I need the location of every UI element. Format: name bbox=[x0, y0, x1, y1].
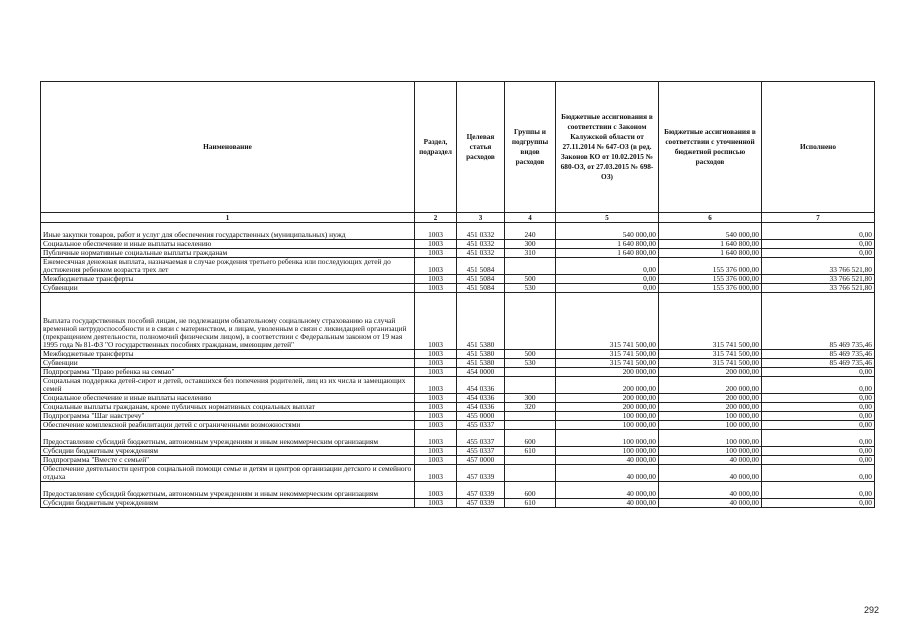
row-section: 1003 bbox=[415, 377, 457, 394]
table-row bbox=[41, 430, 875, 447]
row-name: Публичные нормативные социальные выплаты гражданам bbox=[41, 249, 415, 258]
row-law-amount: 40 000,00 bbox=[556, 499, 659, 508]
row-group bbox=[505, 465, 556, 482]
row-refined-amount: 200 000,00 bbox=[659, 377, 762, 394]
row-law-amount: 315 741 500,00 bbox=[556, 350, 659, 359]
row-article: 455 0337 bbox=[457, 421, 505, 430]
row-law-amount: 200 000,00 bbox=[556, 368, 659, 377]
row-article: 454 0336 bbox=[457, 403, 505, 412]
row-name: Обеспечение деятельности центров социальной помощи семье и детям и центров организации детского и семейного отдыха bbox=[41, 465, 415, 482]
column-number-row bbox=[41, 213, 875, 223]
row-article: 451 5084 bbox=[457, 284, 505, 293]
row-executed-amount: 33 766 521,80 bbox=[762, 284, 875, 293]
row-executed-amount: 0,00 bbox=[762, 447, 875, 456]
header-section: Раздел, подраздел bbox=[415, 82, 457, 213]
row-law-amount: 100 000,00 bbox=[556, 430, 659, 447]
row-refined-amount: 100 000,00 bbox=[659, 447, 762, 456]
row-executed-amount: 0,00 bbox=[762, 223, 875, 240]
row-refined-amount: 200 000,00 bbox=[659, 394, 762, 403]
table-row bbox=[41, 412, 875, 421]
row-law-amount: 0,00 bbox=[556, 284, 659, 293]
row-section: 1003 bbox=[415, 430, 457, 447]
row-name: Ежемесячная денежная выплата, назначаемая в случае рождения третьего ребенка или последующих детей до достижения ребенком возраста трех лет bbox=[41, 258, 415, 275]
row-section: 1003 bbox=[415, 359, 457, 368]
row-group: 600 bbox=[505, 482, 556, 499]
column-number: 5 bbox=[556, 213, 659, 223]
row-executed-amount: 0,00 bbox=[762, 456, 875, 465]
row-law-amount: 315 741 500,00 bbox=[556, 359, 659, 368]
row-refined-amount: 315 741 500,00 bbox=[659, 359, 762, 368]
row-refined-amount: 200 000,00 bbox=[659, 368, 762, 377]
row-refined-amount: 100 000,00 bbox=[659, 412, 762, 421]
row-refined-amount: 200 000,00 bbox=[659, 403, 762, 412]
row-article: 451 5380 bbox=[457, 359, 505, 368]
table-row bbox=[41, 258, 875, 275]
row-executed-amount: 0,00 bbox=[762, 499, 875, 508]
table-row bbox=[41, 223, 875, 240]
row-section: 1003 bbox=[415, 284, 457, 293]
row-law-amount: 540 000,00 bbox=[556, 223, 659, 240]
row-refined-amount: 40 000,00 bbox=[659, 465, 762, 482]
row-group bbox=[505, 258, 556, 275]
row-law-amount: 200 000,00 bbox=[556, 394, 659, 403]
table-row bbox=[41, 377, 875, 394]
row-executed-amount: 0,00 bbox=[762, 394, 875, 403]
row-law-amount: 100 000,00 bbox=[556, 421, 659, 430]
table-row bbox=[41, 456, 875, 465]
row-article: 455 0337 bbox=[457, 430, 505, 447]
table-row bbox=[41, 368, 875, 377]
row-law-amount: 0,00 bbox=[556, 258, 659, 275]
row-group: 320 bbox=[505, 403, 556, 412]
budget-table bbox=[40, 81, 875, 508]
row-executed-amount: 0,00 bbox=[762, 249, 875, 258]
column-number: 3 bbox=[457, 213, 505, 223]
row-article: 451 0332 bbox=[457, 240, 505, 249]
row-executed-amount: 0,00 bbox=[762, 240, 875, 249]
row-article: 451 5380 bbox=[457, 293, 505, 350]
row-name: Иные закупки товаров, работ и услуг для обеспечения государственных (муниципальных) нужд bbox=[41, 223, 415, 240]
table-row bbox=[41, 249, 875, 258]
row-section: 1003 bbox=[415, 249, 457, 258]
row-law-amount: 40 000,00 bbox=[556, 456, 659, 465]
row-refined-amount: 1 640 800,00 bbox=[659, 240, 762, 249]
row-article: 451 0332 bbox=[457, 223, 505, 240]
row-article: 457 0339 bbox=[457, 465, 505, 482]
row-name: Субвенции bbox=[41, 359, 415, 368]
table-row bbox=[41, 284, 875, 293]
table-row bbox=[41, 293, 875, 350]
row-name: Субсидии бюджетным учреждениям bbox=[41, 499, 415, 508]
row-refined-amount: 540 000,00 bbox=[659, 223, 762, 240]
row-group: 530 bbox=[505, 359, 556, 368]
row-law-amount: 200 000,00 bbox=[556, 377, 659, 394]
row-name: Подпрограмма "Право ребенка на семью" bbox=[41, 368, 415, 377]
row-group bbox=[505, 293, 556, 350]
table-row bbox=[41, 403, 875, 412]
row-executed-amount: 0,00 bbox=[762, 412, 875, 421]
row-name: Подпрограмма "Вместе с семьей" bbox=[41, 456, 415, 465]
row-name: Выплата государственных пособий лицам, не подлежащим обязательному социальному страхованию на случай временной нетрудоспособности и в связи с материнством, и лицам, уволенным в связи с ликвидацией организаций (прекращением деятельности, полномочий физическим лицом), в соответствии с Федеральным законом от 19 мая 1995 года № 81-ФЗ "О государственных пособиях гражданам, имеющим детей" bbox=[41, 293, 415, 350]
row-name: Субвенции bbox=[41, 284, 415, 293]
row-article: 451 5084 bbox=[457, 275, 505, 284]
row-name: Социальное обеспечение и иные выплаты населению bbox=[41, 394, 415, 403]
row-refined-amount: 315 741 500,00 bbox=[659, 350, 762, 359]
column-number: 2 bbox=[415, 213, 457, 223]
row-article: 451 5084 bbox=[457, 258, 505, 275]
row-group bbox=[505, 456, 556, 465]
row-executed-amount: 85 469 735,46 bbox=[762, 350, 875, 359]
row-article: 457 0339 bbox=[457, 499, 505, 508]
row-law-amount: 40 000,00 bbox=[556, 465, 659, 482]
row-group bbox=[505, 412, 556, 421]
row-executed-amount: 0,00 bbox=[762, 403, 875, 412]
page-number: 292 bbox=[863, 605, 879, 615]
row-article: 455 0337 bbox=[457, 447, 505, 456]
row-refined-amount: 100 000,00 bbox=[659, 430, 762, 447]
row-name: Социальная поддержка детей-сирот и детей, оставшихся без попечения родителей, лиц из их числа и замещающих семей bbox=[41, 377, 415, 394]
row-section: 1003 bbox=[415, 456, 457, 465]
row-group bbox=[505, 377, 556, 394]
header-article: Целевая статья расходов bbox=[457, 82, 505, 213]
row-section: 1003 bbox=[415, 394, 457, 403]
row-section: 1003 bbox=[415, 350, 457, 359]
row-group: 500 bbox=[505, 350, 556, 359]
table-row bbox=[41, 465, 875, 482]
column-number: 7 bbox=[762, 213, 875, 223]
row-law-amount: 100 000,00 bbox=[556, 447, 659, 456]
row-article: 454 0336 bbox=[457, 394, 505, 403]
row-group: 600 bbox=[505, 430, 556, 447]
row-executed-amount: 0,00 bbox=[762, 430, 875, 447]
row-section: 1003 bbox=[415, 258, 457, 275]
row-executed-amount: 85 469 735,46 bbox=[762, 293, 875, 350]
table-row bbox=[41, 447, 875, 456]
row-section: 1003 bbox=[415, 412, 457, 421]
row-name: Социальные выплаты гражданам, кроме публичных нормативных социальных выплат bbox=[41, 403, 415, 412]
table-row bbox=[41, 482, 875, 499]
row-name: Обеспечение комплексной реабилитации детей с ограниченными возможностями bbox=[41, 421, 415, 430]
row-executed-amount: 0,00 bbox=[762, 421, 875, 430]
row-section: 1003 bbox=[415, 465, 457, 482]
row-group bbox=[505, 368, 556, 377]
row-section: 1003 bbox=[415, 240, 457, 249]
row-section: 1003 bbox=[415, 368, 457, 377]
row-section: 1003 bbox=[415, 499, 457, 508]
row-executed-amount: 0,00 bbox=[762, 377, 875, 394]
row-executed-amount: 0,00 bbox=[762, 368, 875, 377]
column-number: 4 bbox=[505, 213, 556, 223]
table-row bbox=[41, 240, 875, 249]
row-section: 1003 bbox=[415, 403, 457, 412]
row-law-amount: 40 000,00 bbox=[556, 482, 659, 499]
row-name: Социальное обеспечение и иные выплаты населению bbox=[41, 240, 415, 249]
row-law-amount: 100 000,00 bbox=[556, 412, 659, 421]
row-section: 1003 bbox=[415, 275, 457, 284]
column-number: 6 bbox=[659, 213, 762, 223]
row-refined-amount: 155 376 000,00 bbox=[659, 258, 762, 275]
row-name: Субсидии бюджетным учреждениям bbox=[41, 447, 415, 456]
row-group: 240 bbox=[505, 223, 556, 240]
row-section: 1003 bbox=[415, 482, 457, 499]
row-article: 451 0332 bbox=[457, 249, 505, 258]
row-refined-amount: 40 000,00 bbox=[659, 456, 762, 465]
row-article: 454 0336 bbox=[457, 377, 505, 394]
row-refined-amount: 315 741 500,00 bbox=[659, 293, 762, 350]
table-row bbox=[41, 350, 875, 359]
row-executed-amount: 0,00 bbox=[762, 465, 875, 482]
row-refined-amount: 100 000,00 bbox=[659, 421, 762, 430]
row-section: 1003 bbox=[415, 447, 457, 456]
header-refined-allocations: Бюджетные ассигнования в соответствии с уточненной бюджетной росписью расходов bbox=[659, 82, 762, 213]
row-section: 1003 bbox=[415, 223, 457, 240]
table-row bbox=[41, 499, 875, 508]
row-section: 1003 bbox=[415, 421, 457, 430]
table-row bbox=[41, 359, 875, 368]
row-law-amount: 315 741 500,00 bbox=[556, 293, 659, 350]
table-row bbox=[41, 275, 875, 284]
row-executed-amount: 33 766 521,80 bbox=[762, 258, 875, 275]
row-law-amount: 1 640 800,00 bbox=[556, 240, 659, 249]
header-executed: Исполнено bbox=[762, 82, 875, 213]
row-name: Предоставление субсидий бюджетным, автономным учреждениям и иным некоммерческим организациям bbox=[41, 482, 415, 499]
row-refined-amount: 40 000,00 bbox=[659, 482, 762, 499]
row-refined-amount: 40 000,00 bbox=[659, 499, 762, 508]
row-refined-amount: 155 376 000,00 bbox=[659, 275, 762, 284]
row-name: Подпрограмма "Шаг навстречу" bbox=[41, 412, 415, 421]
row-refined-amount: 1 640 800,00 bbox=[659, 249, 762, 258]
row-law-amount: 1 640 800,00 bbox=[556, 249, 659, 258]
row-name: Межбюджетные трансферты bbox=[41, 275, 415, 284]
row-group: 300 bbox=[505, 394, 556, 403]
row-refined-amount: 155 376 000,00 bbox=[659, 284, 762, 293]
row-name: Межбюджетные трансферты bbox=[41, 350, 415, 359]
header-law-allocations: Бюджетные ассигнования в соответствии с Законом Калужской области от 27.11.2014 № 647-ОЗ (в ред. Законов КО от 10.02.2015 № 680-ОЗ, от 27.03.2015 № 698-ОЗ) bbox=[556, 82, 659, 213]
row-law-amount: 200 000,00 bbox=[556, 403, 659, 412]
header-row bbox=[41, 82, 875, 213]
header-group: Группы и подгруппы видов расходов bbox=[505, 82, 556, 213]
row-article: 451 5380 bbox=[457, 350, 505, 359]
row-group: 610 bbox=[505, 447, 556, 456]
row-group: 610 bbox=[505, 499, 556, 508]
row-executed-amount: 85 469 735,46 bbox=[762, 359, 875, 368]
row-group: 530 bbox=[505, 284, 556, 293]
table-row bbox=[41, 394, 875, 403]
row-article: 457 0000 bbox=[457, 456, 505, 465]
row-group: 500 bbox=[505, 275, 556, 284]
row-executed-amount: 0,00 bbox=[762, 482, 875, 499]
table-row bbox=[41, 421, 875, 430]
row-law-amount: 0,00 bbox=[556, 275, 659, 284]
row-group bbox=[505, 421, 556, 430]
row-group: 300 bbox=[505, 240, 556, 249]
row-article: 454 0000 bbox=[457, 368, 505, 377]
row-executed-amount: 33 766 521,80 bbox=[762, 275, 875, 284]
row-article: 455 0000 bbox=[457, 412, 505, 421]
row-group: 310 bbox=[505, 249, 556, 258]
row-section: 1003 bbox=[415, 293, 457, 350]
row-article: 457 0339 bbox=[457, 482, 505, 499]
row-name: Предоставление субсидий бюджетным, автономным учреждениям и иным некоммерческим организациям bbox=[41, 430, 415, 447]
header-name: Наименование bbox=[41, 82, 415, 213]
column-number: 1 bbox=[41, 213, 415, 223]
